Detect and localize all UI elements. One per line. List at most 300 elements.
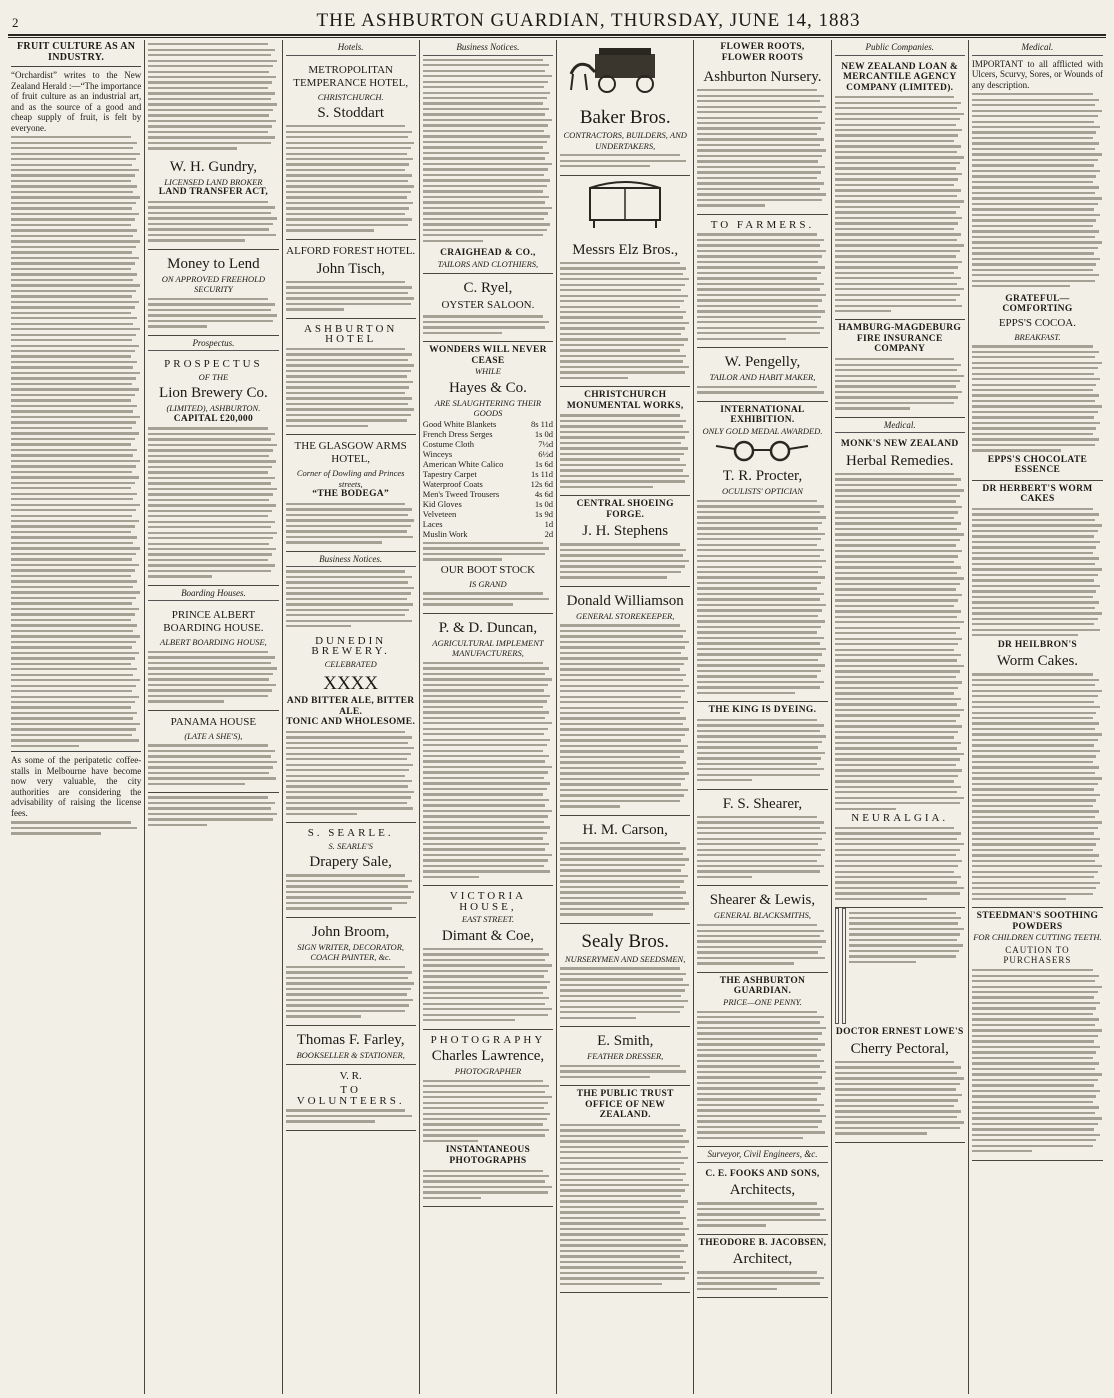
text-line — [697, 283, 823, 285]
col4-business-head: Business Notices. — [423, 40, 553, 56]
text-line — [697, 138, 823, 140]
text-line — [835, 665, 964, 667]
text-line — [148, 109, 273, 111]
photography-ad — [423, 1030, 553, 1208]
text-line — [423, 1118, 547, 1120]
text-line — [835, 96, 955, 98]
text-line — [972, 530, 1098, 532]
text-line — [423, 1191, 548, 1193]
text-line — [560, 973, 686, 975]
text-line — [423, 837, 543, 839]
text-line — [148, 114, 269, 116]
text-line — [972, 93, 1093, 95]
text-line — [286, 207, 410, 209]
vr-mark: V. R. — [339, 1070, 362, 1083]
text-line — [423, 108, 549, 110]
text-line — [11, 608, 139, 610]
text-line — [423, 865, 544, 867]
dyeing-body — [697, 719, 827, 782]
text-line — [697, 261, 818, 263]
text-line — [835, 676, 956, 678]
text-line — [11, 328, 140, 330]
text-line — [972, 601, 1099, 603]
text-line — [423, 190, 543, 192]
dunedin-brewery-ad — [286, 631, 416, 824]
text-line — [423, 163, 552, 165]
broom-name: John Broom, — [311, 923, 390, 940]
text-line — [423, 92, 551, 94]
text-line — [972, 733, 1102, 735]
steedman-body — [972, 969, 1103, 1152]
baker-sub: CONTRACTORS, BUILDERS, AND UNDERTAKERS, — [563, 130, 687, 151]
text-line — [148, 796, 268, 798]
text-line — [697, 686, 819, 688]
column-3 — [283, 40, 420, 1394]
text-line — [835, 605, 955, 607]
text-line — [697, 763, 817, 765]
text-line — [148, 575, 212, 577]
text-line — [148, 147, 237, 149]
text-line — [11, 449, 137, 451]
nz-loan-body — [835, 96, 965, 312]
text-line — [697, 849, 825, 851]
price-list-price: 1d — [544, 518, 554, 529]
text-line — [11, 350, 135, 352]
text-line — [286, 966, 406, 968]
text-line — [835, 572, 957, 574]
text-line — [11, 279, 133, 281]
text-line — [972, 384, 1097, 386]
text-line — [11, 213, 139, 215]
text-line — [560, 913, 652, 915]
text-line — [423, 157, 545, 159]
victoria-house-ad — [423, 886, 553, 1029]
text-line — [11, 504, 140, 506]
text-line — [560, 875, 688, 877]
glasgow-title: THE GLASGOW ARMS HOTEL, — [294, 440, 407, 466]
text-line — [697, 549, 823, 551]
text-line — [972, 400, 1095, 402]
price-list-row — [423, 459, 553, 469]
text-line — [11, 388, 139, 390]
text-line — [972, 1018, 1099, 1020]
text-line — [697, 1011, 817, 1013]
text-line — [423, 1102, 548, 1104]
text-line — [560, 772, 689, 774]
shearer-lewis-body — [697, 924, 827, 965]
text-line — [697, 95, 823, 97]
text-line — [697, 500, 817, 502]
prince-albert-sub: ALBERT BOARDING HOUSE, — [160, 637, 267, 648]
text-line — [286, 147, 411, 149]
text-line — [697, 117, 818, 119]
sealy-ad — [560, 924, 690, 1027]
text-line — [423, 793, 543, 795]
article-tail-body — [11, 821, 141, 834]
text-line — [148, 802, 274, 804]
text-line — [972, 197, 1102, 199]
price-list-item: Men's Tweed Trousers — [422, 488, 500, 499]
text-line — [835, 802, 960, 804]
text-line — [835, 506, 963, 508]
text-line — [286, 731, 406, 733]
price-list-row — [423, 449, 553, 459]
text-line — [423, 1175, 549, 1177]
text-line — [560, 273, 682, 275]
important-notice: IMPORTANT to all afflicted with Ulcers, Scurvy, Sores, or Wounds of any description. — [971, 58, 1103, 90]
stephens-body — [560, 543, 690, 578]
neuralgia-title: NEURALGIA. — [851, 812, 949, 825]
price-list-price: 1s 0d — [534, 498, 554, 509]
text-line — [148, 515, 268, 517]
text-line — [286, 392, 406, 394]
text-line — [11, 652, 139, 654]
shearer-lewis-ad — [697, 886, 827, 972]
text-line — [11, 827, 137, 829]
text-line — [286, 541, 382, 543]
text-line — [560, 338, 688, 340]
text-line — [423, 975, 544, 977]
price-list-row — [423, 419, 553, 429]
column-2 — [145, 40, 282, 1394]
text-line — [423, 870, 551, 872]
text-line — [835, 594, 963, 596]
alford-title: ALFORD FOREST HOTEL. — [286, 244, 416, 257]
text-line — [697, 670, 821, 672]
text-line — [423, 1080, 543, 1082]
text-line — [697, 188, 819, 190]
text-line — [972, 1084, 1094, 1086]
text-line — [849, 917, 962, 919]
text-line — [286, 807, 414, 809]
text-line — [972, 345, 1093, 347]
text-line — [835, 892, 960, 894]
lion-brewery-ad — [148, 354, 278, 586]
text-line — [286, 907, 393, 909]
baker-body — [560, 154, 690, 167]
text-line — [697, 516, 826, 518]
exhibition-sub: ONLY GOLD MEDAL AWARDED. — [702, 425, 823, 436]
herbal-name: Herbal Remedies. — [845, 452, 954, 469]
text-line — [835, 113, 964, 115]
price-list-row — [423, 429, 553, 439]
text-line — [697, 816, 817, 818]
text-line — [11, 377, 136, 379]
text-line — [286, 348, 406, 350]
text-line — [972, 351, 1099, 353]
text-line — [560, 978, 682, 980]
text-line — [697, 924, 817, 926]
nursery-body — [697, 89, 827, 207]
text-line — [835, 1132, 927, 1134]
column-2-lead-text — [148, 43, 278, 150]
text-line — [697, 940, 826, 942]
text-line — [697, 199, 822, 201]
dunedin-title: DUNEDIN BREWERY. — [311, 634, 390, 658]
text-line — [835, 871, 955, 873]
text-line — [835, 898, 927, 900]
monumental-ad — [560, 387, 690, 496]
text-line — [560, 646, 685, 648]
text-line — [697, 1027, 826, 1029]
text-line — [835, 118, 960, 120]
text-line — [286, 1115, 412, 1117]
text-line — [286, 218, 412, 220]
text-line — [835, 1088, 956, 1090]
text-line — [423, 959, 545, 961]
text-line — [11, 202, 136, 204]
text-line — [148, 532, 277, 534]
volunteers-body — [286, 1109, 416, 1122]
text-line — [423, 848, 545, 850]
text-line — [11, 257, 139, 259]
text-line — [835, 511, 959, 513]
text-line — [697, 1137, 803, 1139]
text-line — [835, 544, 956, 546]
text-line — [286, 625, 351, 627]
text-line — [286, 609, 410, 611]
text-line — [697, 144, 819, 146]
text-line — [835, 1105, 955, 1107]
text-line — [560, 327, 685, 329]
text-line — [972, 849, 1093, 851]
text-line — [972, 860, 1095, 862]
text-line — [11, 679, 140, 681]
text-line — [972, 701, 1094, 703]
text-line — [560, 989, 685, 991]
elz-body — [560, 262, 690, 380]
text-line — [835, 305, 963, 307]
text-line — [560, 1222, 682, 1224]
text-line — [972, 871, 1098, 873]
text-line — [697, 821, 823, 823]
text-line — [560, 995, 681, 997]
text-line — [11, 438, 135, 440]
text-line — [697, 511, 819, 513]
text-line — [972, 865, 1102, 867]
text-line — [972, 634, 1078, 636]
price-list-item: Costume Cloth — [422, 438, 475, 449]
text-line — [560, 278, 689, 280]
text-line — [286, 620, 412, 622]
craighead-sub: TAILORS AND CLOTHIERS, — [437, 258, 539, 269]
text-line — [148, 504, 276, 506]
monumental-body — [560, 414, 690, 488]
steedman-title: STEEDMAN'S SOOTHING POWDERS — [976, 911, 1099, 932]
text-line — [697, 1277, 823, 1279]
text-line — [11, 355, 131, 357]
guardian-sub: PRICE—ONE PENNY. — [723, 996, 802, 1007]
text-line — [972, 285, 1070, 287]
text-line — [697, 838, 822, 840]
text-line — [423, 603, 513, 605]
text-line — [697, 1109, 819, 1111]
text-line — [286, 536, 414, 538]
broom-sub: SIGN WRITER, DECORATOR, COACH PAINTER, &c. — [297, 941, 405, 963]
public-trust-body — [560, 1124, 690, 1285]
text-line — [697, 692, 795, 694]
text-line — [972, 1057, 1093, 1059]
text-line — [423, 777, 544, 779]
text-line — [697, 774, 819, 776]
text-line — [423, 75, 552, 77]
photography-body — [423, 1080, 553, 1143]
text-line — [560, 1217, 686, 1219]
text-line — [972, 843, 1097, 845]
text-line — [697, 316, 821, 318]
text-line — [972, 996, 1094, 998]
text-line — [560, 295, 688, 297]
text-line — [423, 739, 551, 741]
epps-essence: EPPS'S CHOCOLATE ESSENCE — [987, 454, 1088, 476]
text-line — [560, 1233, 685, 1235]
text-line — [560, 344, 684, 346]
text-line — [560, 652, 681, 654]
text-line — [11, 509, 136, 511]
text-line — [560, 1283, 662, 1285]
text-line — [697, 133, 817, 135]
shearer-name: F. S. Shearer, — [722, 795, 803, 812]
text-line — [835, 407, 911, 409]
text-line — [835, 610, 961, 612]
price-list-price: 1s 11d — [530, 468, 554, 479]
text-line — [286, 213, 406, 215]
text-line — [423, 64, 549, 66]
text-line — [972, 969, 1093, 971]
text-line — [560, 1070, 686, 1072]
text-line — [423, 1180, 545, 1182]
text-line — [835, 299, 956, 301]
text-line — [286, 163, 410, 165]
jacobsen-title: THEODORE B. JACOBSEN, — [698, 1237, 827, 1248]
text-line — [697, 609, 822, 611]
text-line — [148, 750, 274, 752]
text-line — [423, 799, 549, 801]
searle-name: Drapery Sale, — [309, 854, 392, 871]
text-line — [423, 553, 545, 555]
text-line — [835, 887, 964, 889]
text-line — [972, 1040, 1094, 1042]
text-line — [835, 583, 960, 585]
text-line — [560, 267, 686, 269]
epps-name: EPPS'S COCOA. — [998, 316, 1077, 329]
text-line — [972, 563, 1095, 565]
text-line — [11, 613, 135, 615]
ashburton-hotel-title: ASHBURTON HOTEL — [303, 322, 398, 346]
text-line — [835, 369, 957, 371]
text-line — [148, 65, 273, 67]
text-line — [972, 1150, 1032, 1152]
text-line — [972, 1134, 1101, 1136]
text-line — [972, 142, 1099, 144]
text-line — [423, 782, 551, 784]
tisch-name: John Tisch, — [316, 260, 385, 277]
text-line — [560, 453, 684, 455]
text-line — [11, 366, 133, 368]
text-line — [972, 1106, 1099, 1108]
text-line — [11, 542, 133, 544]
nursery-name: Ashburton Nursery. — [703, 69, 822, 85]
text-line — [560, 1244, 688, 1246]
text-line — [148, 667, 277, 669]
text-line — [286, 180, 408, 182]
lion-brewery-body — [148, 427, 278, 577]
text-line — [286, 403, 408, 405]
text-line — [835, 228, 955, 230]
text-line — [148, 43, 268, 45]
col8-medical-head: Medical. — [972, 40, 1103, 56]
text-line — [560, 864, 685, 866]
text-line — [560, 842, 680, 844]
text-line — [11, 164, 132, 166]
text-line — [697, 299, 822, 301]
column-2-tail-text — [148, 796, 278, 826]
text-line — [972, 241, 1102, 243]
text-line — [11, 630, 133, 632]
hayes-title: WONDERS WILL NEVER CEASE — [429, 345, 547, 366]
text-line — [560, 1195, 681, 1197]
photography-title: PHOTOGRAPHY — [430, 1033, 546, 1046]
text-line — [697, 1043, 825, 1045]
text-line — [697, 1104, 823, 1106]
text-line — [972, 1029, 1102, 1031]
text-line — [11, 536, 137, 538]
text-line — [835, 643, 959, 645]
text-line — [972, 810, 1099, 812]
neuralgia-body — [835, 827, 965, 901]
smith-ad — [560, 1027, 690, 1086]
text-line — [697, 527, 818, 529]
text-line — [286, 196, 407, 198]
text-line — [972, 799, 1097, 801]
farley-name: Thomas F. Farley, — [296, 1031, 405, 1048]
text-line — [560, 679, 682, 681]
text-line — [972, 827, 1098, 829]
funeral-carriage-engraving — [560, 44, 690, 96]
text-line — [972, 1139, 1097, 1141]
text-line — [835, 720, 956, 722]
text-line — [697, 1065, 819, 1067]
text-line — [972, 1095, 1097, 1097]
text-line — [11, 586, 133, 588]
metropolitan-title: METROPOLITAN TEMPERANCE HOTEL, — [293, 63, 409, 89]
text-line — [11, 185, 137, 187]
masthead — [8, 4, 1106, 36]
text-line — [835, 599, 959, 601]
text-line — [835, 797, 964, 799]
text-line — [11, 410, 133, 412]
text-line — [697, 391, 823, 393]
text-line — [697, 1054, 817, 1056]
text-line — [286, 796, 411, 798]
boot-title: OUR BOOT STOCK — [440, 563, 536, 576]
text-line — [286, 229, 375, 231]
text-line — [11, 580, 137, 582]
volunteers-ad — [286, 1065, 416, 1131]
text-line — [286, 747, 415, 749]
text-line — [423, 689, 544, 691]
text-line — [11, 251, 132, 253]
article-tail: As some of the peripatetic coffee-stalls in Melbourne have become now very valuable, the city authorities are considering the advisability of raising the license fees. — [11, 751, 141, 818]
dunedin-tonic: TONIC AND WHOLESOME. — [286, 717, 416, 728]
side-ad-text — [849, 908, 965, 1024]
broom-ad — [286, 918, 416, 1026]
steedman-sub: FOR CHILDREN CUTTING TEETH. — [973, 932, 1102, 943]
text-line — [11, 619, 131, 621]
stephens-name: J. H. Stephens — [582, 523, 669, 540]
text-line — [148, 510, 272, 512]
text-line — [972, 373, 1094, 375]
